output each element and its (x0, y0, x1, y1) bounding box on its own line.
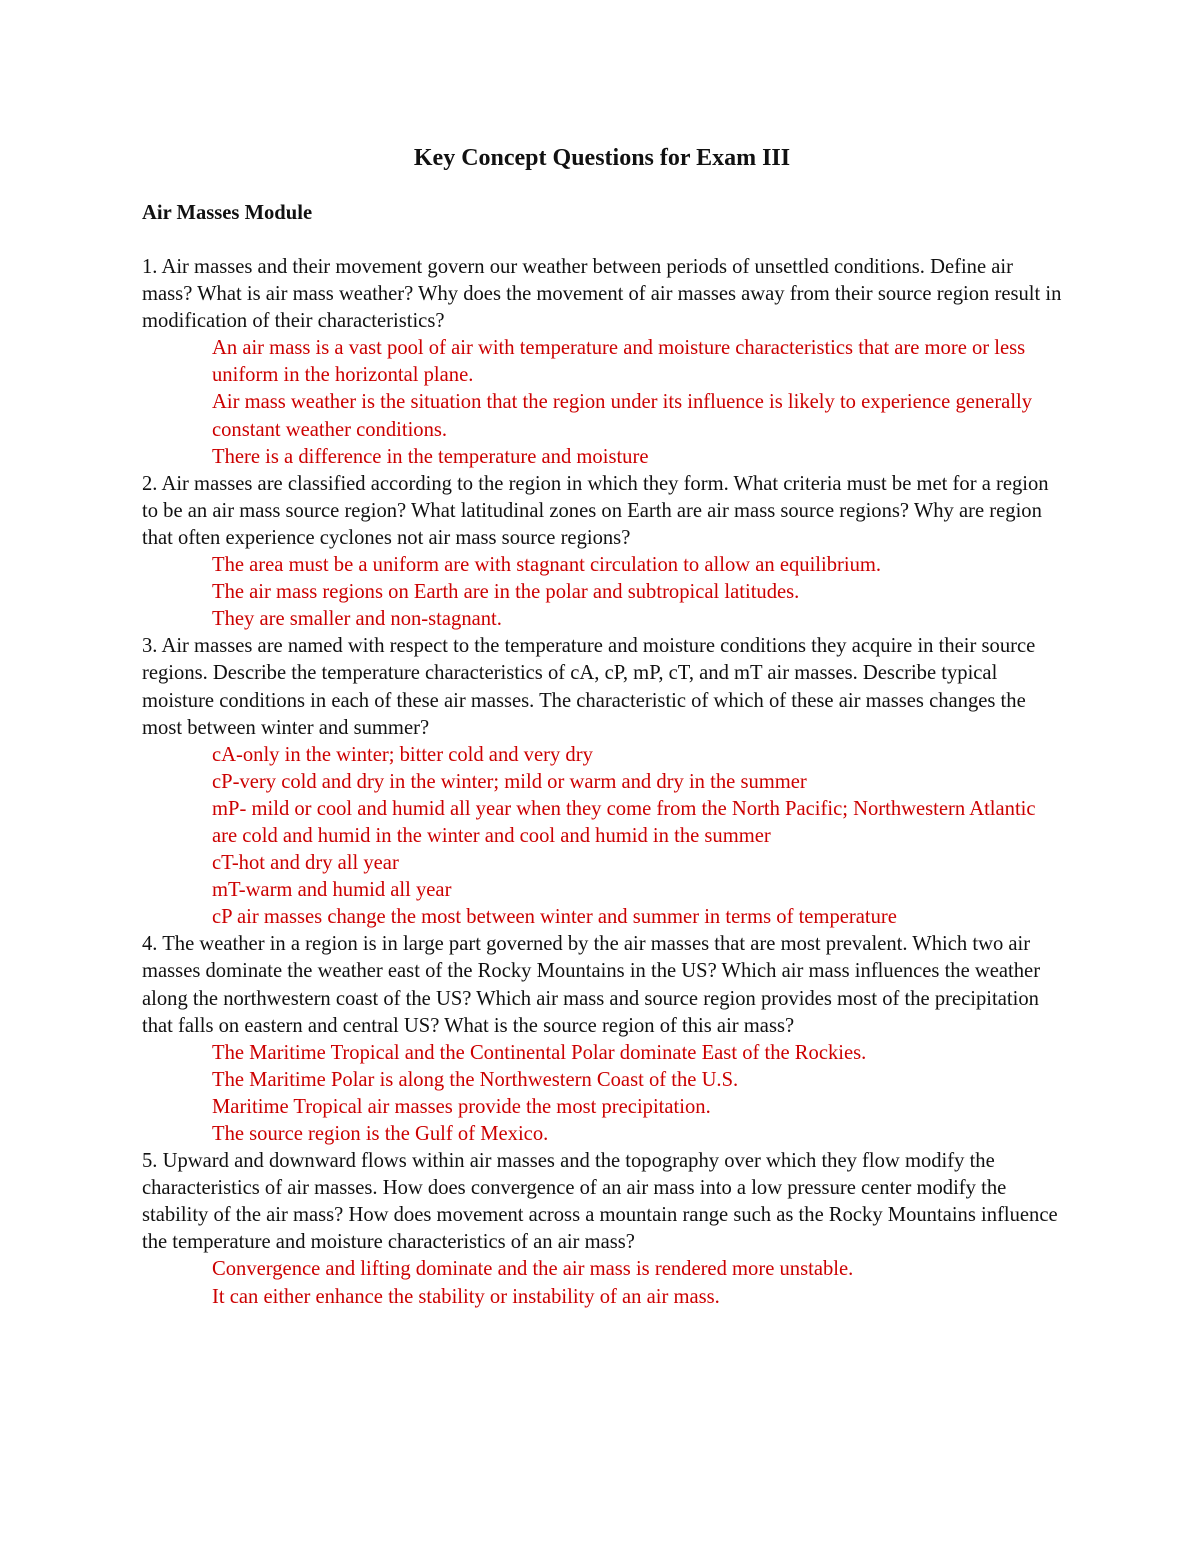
answer-item: Convergence and lifting dominate and the air mass is rendered more unstable. (212, 1258, 854, 1281)
answer-item: cP air masses change the most between winter and summer in terms of temperature (212, 906, 897, 929)
answer-list (142, 742, 1062, 932)
answer-item: Air mass weather is the situation that the region under its influence is likely to experience generally constant weather conditions. (212, 391, 1033, 441)
answer-item: The source region is the Gulf of Mexico. (212, 1123, 549, 1145)
answer-item: mP- mild or cool and humid all year when they come from the North Pacific; Northwestern Atlantic are cold and humid in the winter and cool and humid in the summer (212, 797, 1036, 847)
answer-item: An air mass is a vast pool of air with temperature and moisture characteristics that are more or less uniform in the horizontal plane. (212, 337, 1026, 387)
question-5 (142, 1148, 1062, 1311)
answer-item: The air mass regions on Earth are in the polar and subtropical latitudes. (212, 581, 800, 604)
question-3 (142, 633, 1062, 931)
answer-item: mT-warm and humid all year (212, 879, 452, 902)
section-heading: Air Masses Module (142, 202, 313, 224)
answer-list (142, 1040, 1062, 1148)
question-text: 4. The weather in a region is in large part governed by the air masses that are most prevalent. Which two air masses dominate the weather east of the Rocky Mountains in the US? Which air mass influences the weather along the northwestern coast of the US? Which air mass and source region provides most of the precipitation that falls on eastern and central US? What is the source region of this air mass? (142, 933, 1041, 1037)
answer-list (142, 335, 1062, 470)
document-title: Key Concept Questions for Exam III (413, 145, 791, 171)
question-text: 1. Air masses and their movement govern our weather between periods of unsettled conditions. Define air mass? What is air mass weather? Why does the movement of air masses away from their source region result in modification of their characteristics? (142, 256, 1062, 333)
question-text: 5. Upward and downward flows within air masses and the topography over which they flow modify the characteristics of air masses. How does convergence of an air mass into a low pressure center modify the stability of the air mass? How does movement across a mountain range such as the Rocky Mountains influence the temperature and moisture characteristics of an air mass? (142, 1150, 1058, 1254)
answer-item: cT-hot and dry all year (212, 852, 399, 875)
answer-item: cP-very cold and dry in the winter; mild or warm and dry in the summer (212, 770, 807, 793)
answer-item: The Maritime Tropical and the Continental Polar dominate East of the Rockies. (212, 1041, 867, 1064)
answer-item: There is a difference in the temperature and moisture (212, 445, 649, 468)
question-text: 3. Air masses are named with respect to the temperature and moisture conditions they acquire in their source regions. Describe the temperature characteristics of cA, cP, mP, cT, and mT air masses. Describe typical moisture conditions in each of these air masses. The characteristic of which of these air masses changes the most between winter and summer? (142, 635, 1036, 739)
question-4 (142, 931, 1062, 1148)
answer-item: The Maritime Polar is along the Northwestern Coast of the U.S. (212, 1068, 739, 1091)
answer-item: The area must be a uniform are with stagnant circulation to allow an equilibrium. (212, 554, 882, 577)
answer-item: It can either enhance the stability or instability of an air mass. (212, 1285, 720, 1308)
answer-list (142, 1256, 1062, 1310)
answer-item: cA-only in the winter; bitter cold and very dry (212, 743, 593, 766)
question-1 (142, 254, 1062, 471)
answer-item: Maritime Tropical air masses provide the most precipitation. (212, 1095, 711, 1118)
answer-list (142, 552, 1062, 633)
question-list (142, 254, 1062, 1311)
question-2 (142, 471, 1062, 634)
document-page (142, 140, 1062, 1311)
answer-item: They are smaller and non-stagnant. (212, 608, 502, 631)
question-text: 2. Air masses are classified according to the region in which they form. What criteria must be met for a region to be an air mass source region? What latitudinal zones on Earth are air mass source regions? Why are region that often experience cyclones not air mass source regions? (142, 472, 1049, 549)
